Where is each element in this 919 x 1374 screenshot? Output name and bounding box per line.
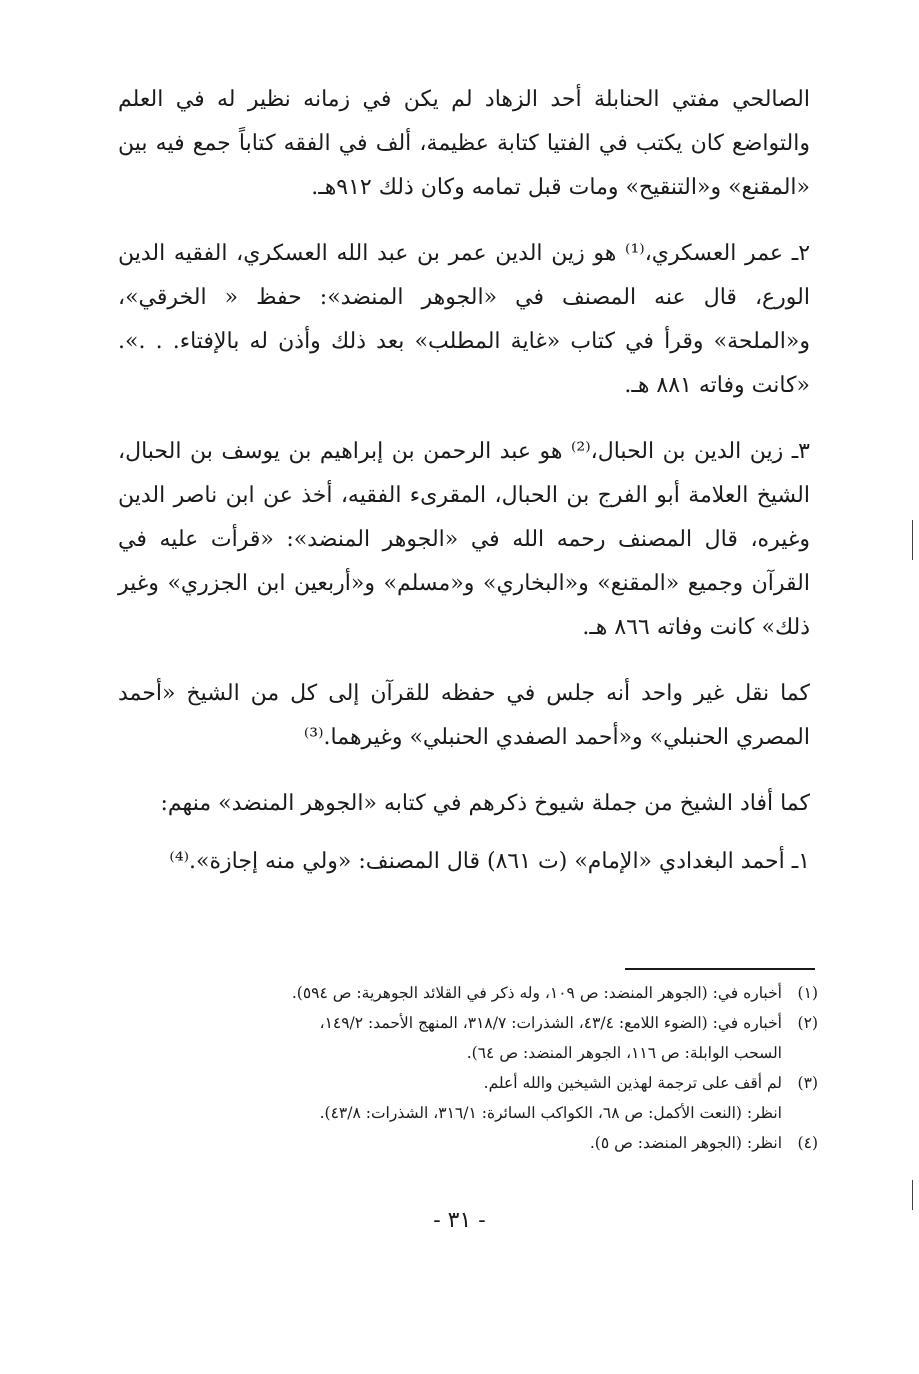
footnote-text: أخباره في: (الضوء اللامع: ٤٣/٤، الشذرات: ٣١٨/٧، المنهج الأحمد: ١٤٩/٢، [319, 1014, 782, 1032]
paragraph-omar-askari: ٢ـ عمر العسكري،⁽¹⁾ هو زين الدين عمر بن عبد الله العسكري، الفقيه الدين الورع، قال عنه المصنف في «الجوهر المنضد»: حفظ « الخرقي»، و«الملحة» وقرأ في كتاب «غاية المطلب» بعد ذلك وأذن له بالإفتاء. . .». «كانت وفاته ٨٨١ هـ. [118, 241, 811, 398]
paragraph-other-teachers: كما أفاد الشيخ من جملة شيوخ ذكرهم في كتابه «الجوهر المنضد» منهم: [160, 791, 810, 816]
footnote-separator [625, 968, 815, 970]
footnote-3 [118, 1068, 818, 1098]
footnote-text: لم أقف على ترجمة لهذين الشيخين والله أعلم. [483, 1074, 782, 1092]
page-number: - ٣١ - [433, 1208, 486, 1233]
paragraph-ahmad-baghdadi: ١ـ أحمد البغدادي «الإمام» (ت ٨٦١) قال المصنف: «ولي منه إجازة».⁽⁴⁾ [169, 849, 810, 874]
footnote-1 [118, 978, 818, 1008]
paragraph-quran-teachers: كما نقل غير واحد أنه جلس في حفظه للقرآن إلى كل من الشيخ «أحمد المصري الحنبلي» و«أحمد الصفدي الحنبلي» وغيرهما.⁽³⁾ [118, 681, 810, 750]
main-text [118, 78, 810, 906]
footnote-2-continuation: السحب الوابلة: ص ١١٦، الجوهر المنضد: ص ٦٤). [466, 1044, 782, 1062]
footnote-2 [118, 1008, 818, 1038]
footnote-number: (٤) [797, 1134, 818, 1152]
footnote-number: (١) [797, 984, 818, 1002]
footnote-number: (٣) [797, 1074, 818, 1092]
footnote-text: أخباره في: (الجوهر المنضد: ص ١٠٩، وله ذكر في القلائد الجوهرية: ص ٥٩٤). [291, 984, 782, 1002]
footnotes [118, 978, 818, 1158]
paragraph-zayn-habbal: ٣ـ زين الدين بن الحبال،⁽²⁾ هو عبد الرحمن بن إبراهيم بن يوسف بن الحبال، الشيخ العلامة أبو الفرج بن الحبال، المقرىء الفقيه، أخذ عن ابن ناصر الدين وغيره، قال المصنف رحمه الله في «الجوهر المنضد»: «قرأت عليه في القرآن وجميع «المقنع» و«البخاري» و«مسلم» و«أربعين ابن الجزري» وغير ذلك» كانت وفاته ٨٦٦ هـ. [118, 439, 810, 640]
scan-edge-mark [912, 520, 913, 560]
footnote-number: (٢) [797, 1014, 818, 1032]
scan-edge-mark [912, 1180, 913, 1210]
footnote-text: انظر: (الجوهر المنضد: ص ٥). [589, 1134, 782, 1152]
paragraph-intro: الصالحي مفتي الحنابلة أحد الزهاد لم يكن في زمانه نظير له في العلم والتواضع كان يكتب في الفتيا كتابة عظيمة، ألف في الفقه كتاباً جمع فيه بين «المقنع» و«التنقيح» ومات قبل تمامه وكان ذلك ٩١٢هـ. [118, 87, 810, 200]
footnote-3-continuation: انظر: (النعت الأكمل: ص ٦٨، الكواكب السائرة: ٣١٦/١، الشذرات: ٤٣/٨). [319, 1104, 782, 1122]
footnote-4 [118, 1128, 818, 1158]
